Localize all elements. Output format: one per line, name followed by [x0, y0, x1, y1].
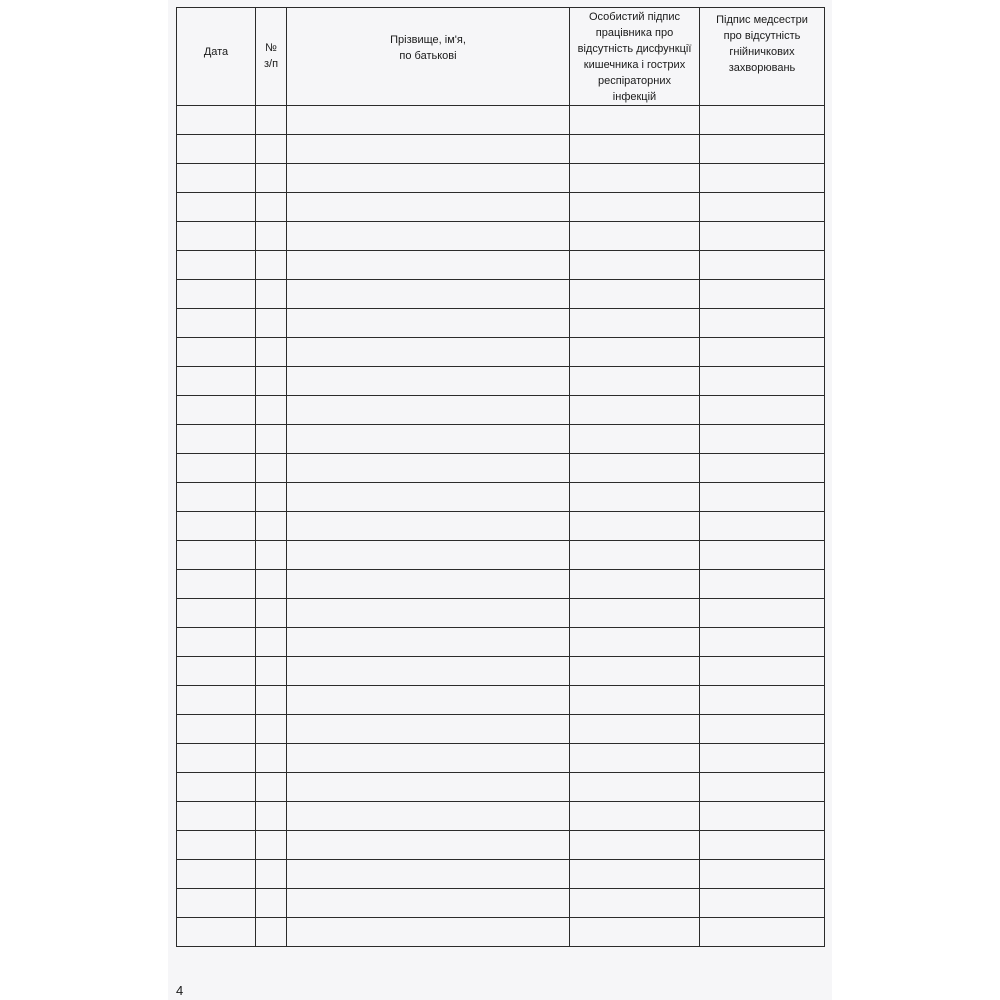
- nurse-signature-cell: [700, 309, 825, 338]
- number-cell: [256, 193, 287, 222]
- table-row: [177, 309, 825, 338]
- date-cell: [177, 251, 256, 280]
- number-cell: [256, 860, 287, 889]
- number-cell: [256, 222, 287, 251]
- number-cell: [256, 309, 287, 338]
- worker-signature-cell: [570, 367, 700, 396]
- date-cell: [177, 425, 256, 454]
- worker-signature-cell: [570, 657, 700, 686]
- date-cell: [177, 860, 256, 889]
- number-cell: [256, 454, 287, 483]
- number-cell: [256, 106, 287, 135]
- worker-signature-cell: [570, 831, 700, 860]
- nurse-signature-cell: [700, 773, 825, 802]
- worker-signature-cell: [570, 338, 700, 367]
- nurse-signature-cell: [700, 338, 825, 367]
- full-name-cell: [287, 483, 570, 512]
- date-cell: [177, 164, 256, 193]
- full-name-cell: [287, 193, 570, 222]
- date-cell: [177, 744, 256, 773]
- full-name-cell: [287, 367, 570, 396]
- date-cell: [177, 106, 256, 135]
- nurse-signature-cell: [700, 425, 825, 454]
- worker-signature-cell: [570, 715, 700, 744]
- full-name-cell: [287, 744, 570, 773]
- full-name-cell: [287, 164, 570, 193]
- table-row: [177, 135, 825, 164]
- nurse-signature-cell: [700, 831, 825, 860]
- worker-signature-cell: [570, 773, 700, 802]
- number-cell: [256, 541, 287, 570]
- nurse-signature-cell: [700, 686, 825, 715]
- table-row: [177, 396, 825, 425]
- worker-signature-cell: [570, 135, 700, 164]
- nurse-signature-cell: [700, 396, 825, 425]
- date-cell: [177, 454, 256, 483]
- table-row: [177, 773, 825, 802]
- nurse-signature-cell: [700, 657, 825, 686]
- full-name-cell: [287, 541, 570, 570]
- number-cell: [256, 396, 287, 425]
- date-cell: [177, 570, 256, 599]
- number-cell: [256, 251, 287, 280]
- date-cell: [177, 396, 256, 425]
- nurse-signature-cell: [700, 222, 825, 251]
- number-cell: [256, 164, 287, 193]
- number-cell: [256, 744, 287, 773]
- table-row: [177, 570, 825, 599]
- full-name-cell: [287, 222, 570, 251]
- worker-signature-cell: [570, 686, 700, 715]
- date-cell: [177, 222, 256, 251]
- date-cell: [177, 309, 256, 338]
- worker-signature-cell: [570, 512, 700, 541]
- number-cell: [256, 483, 287, 512]
- nurse-signature-cell: [700, 280, 825, 309]
- column-header-full-name: [287, 8, 570, 106]
- nurse-signature-cell: [700, 483, 825, 512]
- date-cell: [177, 541, 256, 570]
- full-name-cell: [287, 280, 570, 309]
- worker-signature-cell: [570, 628, 700, 657]
- number-cell: [256, 280, 287, 309]
- worker-signature-cell: [570, 860, 700, 889]
- worker-signature-cell: [570, 802, 700, 831]
- table-row: [177, 512, 825, 541]
- full-name-cell: [287, 309, 570, 338]
- nurse-signature-cell: [700, 744, 825, 773]
- number-cell: [256, 802, 287, 831]
- table-row: [177, 657, 825, 686]
- full-name-cell: [287, 251, 570, 280]
- worker-signature-cell: [570, 222, 700, 251]
- full-name-cell: [287, 338, 570, 367]
- nurse-signature-cell: [700, 193, 825, 222]
- table-row: [177, 280, 825, 309]
- date-cell: [177, 367, 256, 396]
- worker-signature-cell: [570, 106, 700, 135]
- number-cell: [256, 135, 287, 164]
- full-name-cell: [287, 570, 570, 599]
- table-row: [177, 686, 825, 715]
- date-cell: [177, 483, 256, 512]
- full-name-cell: [287, 889, 570, 918]
- number-cell: [256, 715, 287, 744]
- worker-signature-cell: [570, 193, 700, 222]
- table-row: [177, 744, 825, 773]
- health-journal-table: [176, 7, 825, 947]
- full-name-cell: [287, 425, 570, 454]
- full-name-cell: [287, 686, 570, 715]
- full-name-cell: [287, 454, 570, 483]
- worker-signature-cell: [570, 251, 700, 280]
- number-cell: [256, 512, 287, 541]
- full-name-cell: [287, 628, 570, 657]
- date-cell: [177, 773, 256, 802]
- table-row: [177, 367, 825, 396]
- table-row: [177, 454, 825, 483]
- worker-signature-cell: [570, 889, 700, 918]
- date-cell: [177, 135, 256, 164]
- full-name-cell: [287, 802, 570, 831]
- column-header-worker-signature-label: Особистий підпис працівника про відсутність дисфункції кишечника і гострих респіраторних інфекцій: [577, 10, 692, 103]
- date-cell: [177, 715, 256, 744]
- nurse-signature-cell: [700, 599, 825, 628]
- column-header-worker-signature: [570, 8, 700, 106]
- nurse-signature-cell: [700, 164, 825, 193]
- column-header-date-label: Дата: [203, 45, 229, 58]
- full-name-cell: [287, 396, 570, 425]
- nurse-signature-cell: [700, 860, 825, 889]
- full-name-cell: [287, 512, 570, 541]
- page-number: 4: [176, 983, 184, 998]
- table-row: [177, 628, 825, 657]
- nurse-signature-cell: [700, 541, 825, 570]
- full-name-cell: [287, 773, 570, 802]
- table-row: [177, 425, 825, 454]
- date-cell: [177, 686, 256, 715]
- nurse-signature-cell: [700, 251, 825, 280]
- worker-signature-cell: [570, 744, 700, 773]
- table-row: [177, 541, 825, 570]
- column-header-number: [256, 8, 287, 106]
- table-row: [177, 802, 825, 831]
- nurse-signature-cell: [700, 715, 825, 744]
- number-cell: [256, 657, 287, 686]
- number-cell: [256, 918, 287, 947]
- table-row: [177, 164, 825, 193]
- date-cell: [177, 802, 256, 831]
- date-cell: [177, 280, 256, 309]
- worker-signature-cell: [570, 918, 700, 947]
- column-header-nurse-signature-label: Підпис медсестри про відсутність гнійничкових захворювань: [716, 13, 808, 74]
- table-row: [177, 193, 825, 222]
- table-row: [177, 483, 825, 512]
- full-name-cell: [287, 599, 570, 628]
- table-row: [177, 918, 825, 947]
- date-cell: [177, 512, 256, 541]
- table-row: [177, 599, 825, 628]
- column-header-number-label: № з/п: [263, 41, 279, 70]
- full-name-cell: [287, 831, 570, 860]
- worker-signature-cell: [570, 541, 700, 570]
- worker-signature-cell: [570, 599, 700, 628]
- worker-signature-cell: [570, 396, 700, 425]
- number-cell: [256, 773, 287, 802]
- number-cell: [256, 686, 287, 715]
- worker-signature-cell: [570, 454, 700, 483]
- table-row: [177, 106, 825, 135]
- worker-signature-cell: [570, 164, 700, 193]
- full-name-cell: [287, 106, 570, 135]
- nurse-signature-cell: [700, 512, 825, 541]
- worker-signature-cell: [570, 280, 700, 309]
- nurse-signature-cell: [700, 106, 825, 135]
- nurse-signature-cell: [700, 367, 825, 396]
- table-row: [177, 338, 825, 367]
- column-header-full-name-label: Прізвище, ім'я, по батькові: [390, 33, 466, 62]
- nurse-signature-cell: [700, 628, 825, 657]
- nurse-signature-cell: [700, 802, 825, 831]
- date-cell: [177, 918, 256, 947]
- column-header-date: [177, 8, 256, 106]
- date-cell: [177, 889, 256, 918]
- date-cell: [177, 831, 256, 860]
- number-cell: [256, 570, 287, 599]
- table-row: [177, 860, 825, 889]
- number-cell: [256, 338, 287, 367]
- number-cell: [256, 599, 287, 628]
- worker-signature-cell: [570, 425, 700, 454]
- nurse-signature-cell: [700, 454, 825, 483]
- table-row: [177, 251, 825, 280]
- nurse-signature-cell: [700, 918, 825, 947]
- number-cell: [256, 367, 287, 396]
- header-row: [177, 8, 825, 106]
- nurse-signature-cell: [700, 889, 825, 918]
- nurse-signature-cell: [700, 135, 825, 164]
- full-name-cell: [287, 918, 570, 947]
- full-name-cell: [287, 135, 570, 164]
- table-row: [177, 831, 825, 860]
- number-cell: [256, 425, 287, 454]
- number-cell: [256, 831, 287, 860]
- full-name-cell: [287, 860, 570, 889]
- table-row: [177, 715, 825, 744]
- date-cell: [177, 628, 256, 657]
- worker-signature-cell: [570, 570, 700, 599]
- worker-signature-cell: [570, 483, 700, 512]
- table-body: [177, 106, 825, 947]
- date-cell: [177, 193, 256, 222]
- nurse-signature-cell: [700, 570, 825, 599]
- column-header-nurse-signature: [700, 8, 825, 106]
- table-row: [177, 222, 825, 251]
- full-name-cell: [287, 715, 570, 744]
- full-name-cell: [287, 657, 570, 686]
- date-cell: [177, 657, 256, 686]
- worker-signature-cell: [570, 309, 700, 338]
- date-cell: [177, 599, 256, 628]
- number-cell: [256, 889, 287, 918]
- table-row: [177, 889, 825, 918]
- number-cell: [256, 628, 287, 657]
- table-header: [177, 8, 825, 106]
- date-cell: [177, 338, 256, 367]
